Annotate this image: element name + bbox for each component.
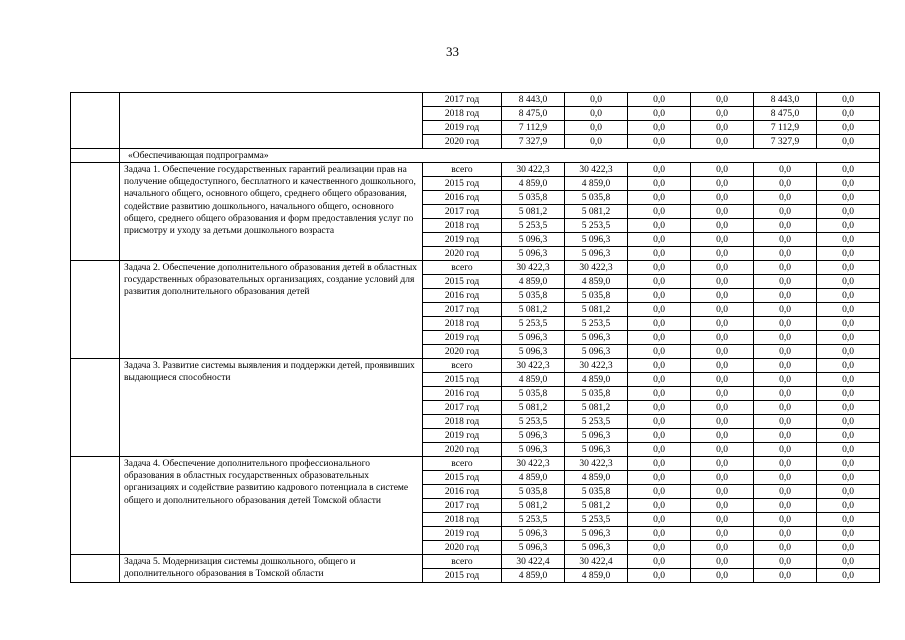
number-cell: [71, 163, 120, 261]
year-cell: 2015 год: [423, 177, 502, 191]
year-cell: 2019 год: [423, 121, 502, 135]
value-cell: 0,0: [628, 359, 691, 373]
value-cell: 0,0: [628, 387, 691, 401]
value-cell: 0,0: [565, 135, 628, 149]
value-cell: 0,0: [628, 555, 691, 569]
value-cell: 0,0: [628, 541, 691, 555]
value-cell: 5 035,8: [502, 485, 565, 499]
value-cell: 8 475,0: [502, 107, 565, 121]
task-title: Задача 2. Обеспечение дополнительного образования детей в областных государственных образовательных организациях, создание условий для развития дополнительного образования детей: [120, 261, 423, 359]
value-cell: 0,0: [691, 163, 754, 177]
value-cell: 0,0: [754, 261, 817, 275]
value-cell: 0,0: [691, 513, 754, 527]
value-cell: 5 253,5: [502, 513, 565, 527]
value-cell: 0,0: [817, 275, 880, 289]
value-cell: 0,0: [817, 387, 880, 401]
value-cell: 0,0: [628, 121, 691, 135]
value-cell: 0,0: [817, 401, 880, 415]
value-cell: 5 253,5: [565, 415, 628, 429]
task-title: Задача 5. Модернизация системы дошкольного, общего и дополнительного образования в Томской области: [120, 555, 423, 583]
value-cell: 0,0: [754, 219, 817, 233]
number-cell: [71, 261, 120, 359]
value-cell: 4 859,0: [565, 569, 628, 583]
year-cell: 2020 год: [423, 135, 502, 149]
value-cell: 0,0: [691, 345, 754, 359]
value-cell: 0,0: [754, 359, 817, 373]
value-cell: 0,0: [628, 471, 691, 485]
value-cell: 0,0: [754, 485, 817, 499]
value-cell: 5 081,2: [565, 205, 628, 219]
value-cell: 0,0: [817, 415, 880, 429]
value-cell: 30 422,3: [502, 457, 565, 471]
value-cell: 0,0: [691, 499, 754, 513]
value-cell: 0,0: [628, 527, 691, 541]
value-cell: 5 096,3: [565, 345, 628, 359]
value-cell: 4 859,0: [502, 177, 565, 191]
value-cell: 4 859,0: [502, 569, 565, 583]
value-cell: 0,0: [754, 555, 817, 569]
value-cell: 0,0: [628, 247, 691, 261]
value-cell: 5 096,3: [502, 331, 565, 345]
value-cell: 0,0: [628, 107, 691, 121]
value-cell: 0,0: [754, 457, 817, 471]
budget-table: [70, 92, 880, 583]
number-cell: [71, 457, 120, 555]
value-cell: 4 859,0: [565, 177, 628, 191]
task-title: Задача 3. Развитие системы выявления и поддержки детей, проявивших выдающиеся способности: [120, 359, 423, 457]
value-cell: 5 096,3: [565, 443, 628, 457]
value-cell: 0,0: [628, 569, 691, 583]
value-cell: 8 443,0: [754, 93, 817, 107]
value-cell: 5 081,2: [502, 401, 565, 415]
value-cell: 5 096,3: [565, 331, 628, 345]
value-cell: 0,0: [691, 121, 754, 135]
year-cell: 2018 год: [423, 219, 502, 233]
year-cell: 2020 год: [423, 541, 502, 555]
value-cell: 0,0: [754, 275, 817, 289]
value-cell: 0,0: [628, 499, 691, 513]
value-cell: 0,0: [754, 331, 817, 345]
value-cell: 0,0: [691, 191, 754, 205]
value-cell: 0,0: [817, 219, 880, 233]
value-cell: 0,0: [628, 191, 691, 205]
value-cell: 0,0: [817, 541, 880, 555]
value-cell: 0,0: [817, 261, 880, 275]
table-row: [71, 261, 880, 275]
value-cell: 0,0: [754, 303, 817, 317]
value-cell: 0,0: [691, 303, 754, 317]
value-cell: 8 443,0: [502, 93, 565, 107]
value-cell: 0,0: [691, 317, 754, 331]
number-cell: [71, 359, 120, 457]
year-cell: 2015 год: [423, 373, 502, 387]
value-cell: 0,0: [817, 485, 880, 499]
page-number: 33: [446, 44, 459, 59]
value-cell: 0,0: [754, 499, 817, 513]
value-cell: 5 081,2: [565, 303, 628, 317]
value-cell: 0,0: [754, 513, 817, 527]
value-cell: 0,0: [565, 107, 628, 121]
value-cell: 0,0: [691, 373, 754, 387]
value-cell: 0,0: [628, 303, 691, 317]
value-cell: 0,0: [628, 415, 691, 429]
value-cell: 0,0: [691, 205, 754, 219]
value-cell: 0,0: [691, 107, 754, 121]
value-cell: 0,0: [754, 247, 817, 261]
value-cell: 0,0: [691, 541, 754, 555]
number-cell: [71, 555, 120, 583]
value-cell: 0,0: [817, 121, 880, 135]
value-cell: 0,0: [817, 191, 880, 205]
value-cell: 0,0: [754, 429, 817, 443]
year-cell: 2016 год: [423, 191, 502, 205]
value-cell: 0,0: [754, 289, 817, 303]
value-cell: 0,0: [817, 513, 880, 527]
value-cell: 5 253,5: [565, 219, 628, 233]
value-cell: 0,0: [691, 457, 754, 471]
value-cell: 5 096,3: [502, 247, 565, 261]
value-cell: 5 096,3: [502, 443, 565, 457]
value-cell: 0,0: [691, 247, 754, 261]
value-cell: 0,0: [754, 191, 817, 205]
value-cell: 0,0: [817, 289, 880, 303]
year-cell: 2018 год: [423, 317, 502, 331]
value-cell: 0,0: [754, 401, 817, 415]
value-cell: 0,0: [817, 527, 880, 541]
value-cell: 0,0: [691, 569, 754, 583]
year-cell: 2019 год: [423, 429, 502, 443]
value-cell: 0,0: [691, 93, 754, 107]
task-title: Задача 1. Обеспечение государственных гарантий реализации прав на получение общедоступного, бесплатного и качественного дошкольного, начального общего, основного общего, среднего общего образования, содействие развитию дошкольного, начального общего, основного общего, среднего общего образования и форм предоставления услуг по присмотру и уходу за детьми дошкольного возраста: [120, 163, 423, 261]
value-cell: 5 253,5: [565, 513, 628, 527]
value-cell: 0,0: [691, 219, 754, 233]
value-cell: 0,0: [817, 177, 880, 191]
value-cell: 0,0: [817, 303, 880, 317]
year-cell: 2019 год: [423, 527, 502, 541]
value-cell: 0,0: [817, 163, 880, 177]
year-cell: всего: [423, 163, 502, 177]
value-cell: 0,0: [691, 261, 754, 275]
table-row: [71, 93, 880, 107]
value-cell: 0,0: [628, 345, 691, 359]
value-cell: 0,0: [817, 373, 880, 387]
subprogram-row: [71, 149, 880, 163]
value-cell: 0,0: [691, 359, 754, 373]
value-cell: 30 422,4: [565, 555, 628, 569]
year-cell: 2020 год: [423, 345, 502, 359]
value-cell: 5 096,3: [502, 345, 565, 359]
year-cell: 2015 год: [423, 275, 502, 289]
value-cell: 0,0: [691, 415, 754, 429]
value-cell: 0,0: [817, 471, 880, 485]
value-cell: 0,0: [628, 163, 691, 177]
value-cell: 0,0: [628, 205, 691, 219]
year-cell: 2015 год: [423, 471, 502, 485]
value-cell: 0,0: [691, 275, 754, 289]
value-cell: 0,0: [754, 233, 817, 247]
year-cell: всего: [423, 555, 502, 569]
value-cell: 0,0: [817, 345, 880, 359]
value-cell: 0,0: [817, 107, 880, 121]
value-cell: 0,0: [691, 289, 754, 303]
value-cell: 0,0: [628, 289, 691, 303]
value-cell: 0,0: [754, 527, 817, 541]
value-cell: 0,0: [817, 247, 880, 261]
year-cell: всего: [423, 457, 502, 471]
year-cell: 2020 год: [423, 443, 502, 457]
value-cell: 0,0: [817, 233, 880, 247]
value-cell: 0,0: [691, 135, 754, 149]
value-cell: 0,0: [817, 135, 880, 149]
year-cell: 2017 год: [423, 205, 502, 219]
value-cell: 0,0: [565, 121, 628, 135]
value-cell: 0,0: [691, 177, 754, 191]
year-cell: 2016 год: [423, 289, 502, 303]
value-cell: 5 253,5: [565, 317, 628, 331]
value-cell: 0,0: [754, 443, 817, 457]
table-row: [71, 457, 880, 471]
value-cell: 5 096,3: [502, 541, 565, 555]
year-cell: 2017 год: [423, 303, 502, 317]
year-cell: всего: [423, 359, 502, 373]
value-cell: 5 035,8: [565, 289, 628, 303]
value-cell: 7 112,9: [754, 121, 817, 135]
value-cell: 5 081,2: [502, 303, 565, 317]
value-cell: 5 096,3: [565, 429, 628, 443]
value-cell: 0,0: [628, 429, 691, 443]
value-cell: 0,0: [628, 443, 691, 457]
table-row: [71, 555, 880, 569]
value-cell: 0,0: [628, 485, 691, 499]
value-cell: 5 096,3: [565, 247, 628, 261]
value-cell: 5 035,8: [565, 387, 628, 401]
value-cell: 5 035,8: [565, 191, 628, 205]
value-cell: 0,0: [628, 261, 691, 275]
value-cell: 5 096,3: [502, 233, 565, 247]
table-row: [71, 359, 880, 373]
value-cell: 0,0: [628, 373, 691, 387]
value-cell: 5 081,2: [502, 205, 565, 219]
value-cell: 0,0: [691, 443, 754, 457]
subprogram-title: «Обеспечивающая подпрограмма»: [120, 149, 880, 163]
value-cell: 4 859,0: [502, 471, 565, 485]
value-cell: 5 253,5: [502, 415, 565, 429]
value-cell: 0,0: [691, 429, 754, 443]
value-cell: 30 422,4: [502, 555, 565, 569]
value-cell: 0,0: [565, 93, 628, 107]
year-cell: 2019 год: [423, 233, 502, 247]
value-cell: 0,0: [754, 415, 817, 429]
value-cell: 7 327,9: [754, 135, 817, 149]
value-cell: 5 035,8: [502, 191, 565, 205]
value-cell: 0,0: [628, 219, 691, 233]
value-cell: 4 859,0: [565, 471, 628, 485]
value-cell: 5 096,3: [502, 429, 565, 443]
value-cell: 0,0: [817, 569, 880, 583]
year-cell: 2017 год: [423, 499, 502, 513]
year-cell: 2019 год: [423, 331, 502, 345]
value-cell: 0,0: [754, 177, 817, 191]
year-cell: 2015 год: [423, 569, 502, 583]
value-cell: 0,0: [817, 457, 880, 471]
year-cell: всего: [423, 261, 502, 275]
year-cell: 2018 год: [423, 107, 502, 121]
value-cell: 5 096,3: [502, 527, 565, 541]
value-cell: 0,0: [691, 555, 754, 569]
value-cell: 5 096,3: [565, 541, 628, 555]
value-cell: 5 081,2: [565, 499, 628, 513]
value-cell: 5 035,8: [502, 289, 565, 303]
value-cell: 0,0: [628, 177, 691, 191]
value-cell: 30 422,3: [565, 163, 628, 177]
value-cell: 0,0: [691, 233, 754, 247]
value-cell: 0,0: [754, 387, 817, 401]
value-cell: 5 253,5: [502, 317, 565, 331]
value-cell: 0,0: [817, 317, 880, 331]
value-cell: 30 422,3: [565, 359, 628, 373]
year-cell: 2017 год: [423, 401, 502, 415]
value-cell: 5 096,3: [565, 233, 628, 247]
value-cell: 0,0: [754, 569, 817, 583]
value-cell: 0,0: [817, 93, 880, 107]
value-cell: 0,0: [817, 443, 880, 457]
value-cell: 5 081,2: [565, 401, 628, 415]
task-cell: [120, 93, 423, 149]
value-cell: 4 859,0: [502, 373, 565, 387]
value-cell: 0,0: [628, 135, 691, 149]
value-cell: 0,0: [628, 93, 691, 107]
value-cell: 0,0: [817, 331, 880, 345]
value-cell: 0,0: [817, 429, 880, 443]
value-cell: 0,0: [628, 317, 691, 331]
value-cell: 0,0: [628, 275, 691, 289]
value-cell: 0,0: [628, 331, 691, 345]
value-cell: 0,0: [754, 345, 817, 359]
value-cell: 0,0: [754, 373, 817, 387]
value-cell: 30 422,3: [565, 261, 628, 275]
value-cell: 0,0: [628, 401, 691, 415]
value-cell: 0,0: [628, 457, 691, 471]
value-cell: 0,0: [628, 233, 691, 247]
table-row: [71, 163, 880, 177]
value-cell: 30 422,3: [565, 457, 628, 471]
year-cell: 2016 год: [423, 387, 502, 401]
value-cell: 0,0: [754, 205, 817, 219]
year-cell: 2016 год: [423, 485, 502, 499]
value-cell: 0,0: [817, 359, 880, 373]
value-cell: 0,0: [754, 471, 817, 485]
value-cell: 0,0: [691, 401, 754, 415]
year-cell: 2018 год: [423, 513, 502, 527]
number-cell: [71, 149, 120, 163]
value-cell: 4 859,0: [565, 275, 628, 289]
value-cell: 5 081,2: [502, 499, 565, 513]
value-cell: 0,0: [691, 471, 754, 485]
value-cell: 30 422,3: [502, 163, 565, 177]
value-cell: 0,0: [691, 331, 754, 345]
value-cell: 0,0: [628, 513, 691, 527]
value-cell: 5 035,8: [502, 387, 565, 401]
table-body: [71, 93, 880, 583]
year-cell: 2017 год: [423, 93, 502, 107]
value-cell: 0,0: [691, 527, 754, 541]
value-cell: 0,0: [691, 485, 754, 499]
task-title: Задача 4. Обеспечение дополнительного профессионального образования в областных государственных образовательных организациях и содействие развитию кадрового потенциала в системе общего и дополнительного образования детей Томской области: [120, 457, 423, 555]
year-cell: 2020 год: [423, 247, 502, 261]
value-cell: 4 859,0: [502, 275, 565, 289]
value-cell: 30 422,3: [502, 359, 565, 373]
value-cell: 4 859,0: [565, 373, 628, 387]
value-cell: 0,0: [817, 555, 880, 569]
year-cell: 2018 год: [423, 415, 502, 429]
value-cell: 0,0: [817, 205, 880, 219]
value-cell: 0,0: [754, 163, 817, 177]
value-cell: 0,0: [754, 317, 817, 331]
value-cell: 5 096,3: [565, 527, 628, 541]
value-cell: 7 112,9: [502, 121, 565, 135]
value-cell: 5 035,8: [565, 485, 628, 499]
value-cell: 0,0: [817, 499, 880, 513]
number-cell: [71, 93, 120, 149]
value-cell: 0,0: [754, 541, 817, 555]
value-cell: 30 422,3: [502, 261, 565, 275]
value-cell: 8 475,0: [754, 107, 817, 121]
value-cell: 7 327,9: [502, 135, 565, 149]
value-cell: 0,0: [691, 387, 754, 401]
value-cell: 5 253,5: [502, 219, 565, 233]
